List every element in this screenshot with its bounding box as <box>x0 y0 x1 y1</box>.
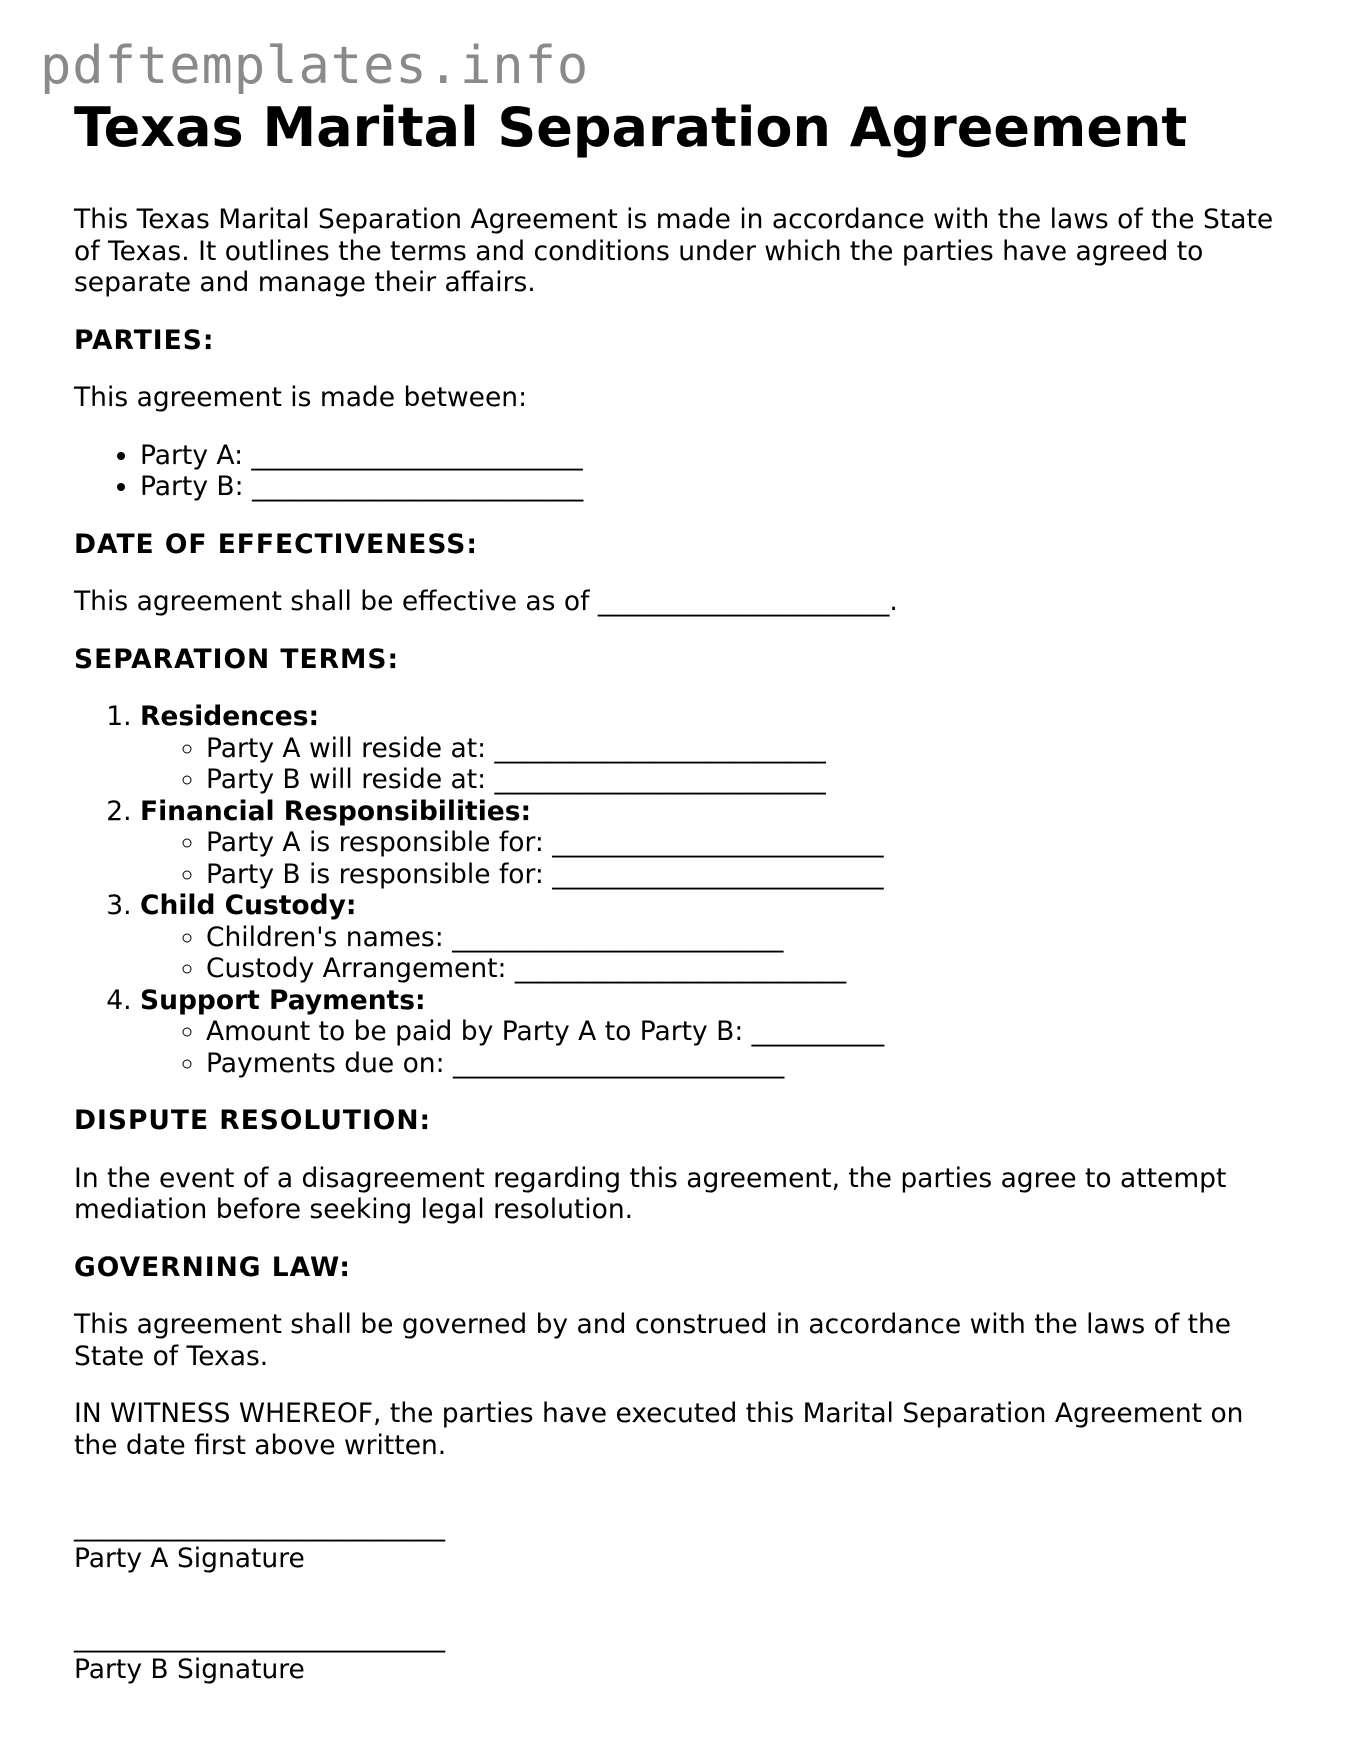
party-b-field[interactable]: • Party B: _________________________ <box>140 471 1294 503</box>
term-title: Support Payments: <box>140 984 426 1016</box>
term-custody <box>140 890 1294 985</box>
party-a-responsibility-field[interactable]: ◦ Party A is responsible for: _________________________ <box>206 827 1294 859</box>
term-sub-list <box>140 1016 1294 1079</box>
party-b-signature-line[interactable]: ____________________________ <box>74 1622 445 1653</box>
party-b-residence-field[interactable]: ◦ Party B will reside at: _________________________ <box>206 764 1294 796</box>
term-residences <box>140 701 1294 796</box>
party-a-signature-label: Party A Signature <box>74 1542 305 1574</box>
effective-heading: DATE OF EFFECTIVENESS: <box>74 528 478 560</box>
law-paragraph: This agreement shall be governed by and construed in accordance with the laws of the State of Texas. <box>74 1309 1232 1372</box>
terms-list <box>74 701 1294 1079</box>
payments-due-field[interactable]: ◦ Payments due on: _________________________ <box>206 1048 1294 1080</box>
document-title: Texas Marital Separation Agreement <box>74 96 1188 159</box>
party-b-responsibility-field[interactable]: ◦ Party B is responsible for: _________________________ <box>206 859 1294 891</box>
parties-lead: This agreement is made between: <box>74 382 527 413</box>
term-sub-list <box>140 733 1294 796</box>
term-sub-list <box>140 827 1294 890</box>
term-title: Financial Responsibilities: <box>140 795 532 827</box>
term-title: Child Custody: <box>140 890 357 921</box>
effective-date-field[interactable]: This agreement shall be effective as of ______________________. <box>74 586 898 617</box>
support-amount-field[interactable]: ◦ Amount to be paid by Party A to Party B: __________ <box>206 1016 1294 1048</box>
term-financial <box>140 796 1294 891</box>
party-a-field[interactable]: • Party A: _________________________ <box>140 440 1294 472</box>
parties-list <box>74 440 1294 503</box>
children-names-field[interactable]: ◦ Children's names: _________________________ <box>206 922 1294 954</box>
party-a-residence-field[interactable]: ◦ Party A will reside at: _________________________ <box>206 733 1294 765</box>
term-support <box>140 985 1294 1080</box>
party-b-signature-label: Party B Signature <box>74 1653 305 1685</box>
party-a-signature-line[interactable]: ____________________________ <box>74 1511 445 1542</box>
document-page <box>74 96 1294 1685</box>
dispute-paragraph: In the event of a disagreement regarding this agreement, the parties agree to attempt mediation before seeking legal resolution. <box>74 1162 1227 1225</box>
watermark: pdftemplates.info <box>40 36 590 96</box>
intro-paragraph: This Texas Marital Separation Agreement is made in accordance with the laws of the State of Texas. It outlines the terms and conditions under which the parties have agreed to separate and manage their affairs. <box>74 204 1274 298</box>
parties-heading: PARTIES: <box>74 324 215 356</box>
terms-heading: SEPARATION TERMS: <box>74 643 400 675</box>
dispute-heading: DISPUTE RESOLUTION: <box>74 1105 432 1136</box>
party-a-signature-block <box>74 1511 1294 1574</box>
witness-paragraph: IN WITNESS WHEREOF, the parties have executed this Marital Separation Agreement on the date first above written. <box>74 1398 1244 1461</box>
law-heading: GOVERNING LAW: <box>74 1251 351 1283</box>
term-sub-list <box>140 922 1294 985</box>
custody-arrangement-field[interactable]: ◦ Custody Arrangement: _________________________ <box>206 953 1294 985</box>
term-title: Residences: <box>140 701 320 732</box>
party-b-signature-block <box>74 1622 1294 1685</box>
